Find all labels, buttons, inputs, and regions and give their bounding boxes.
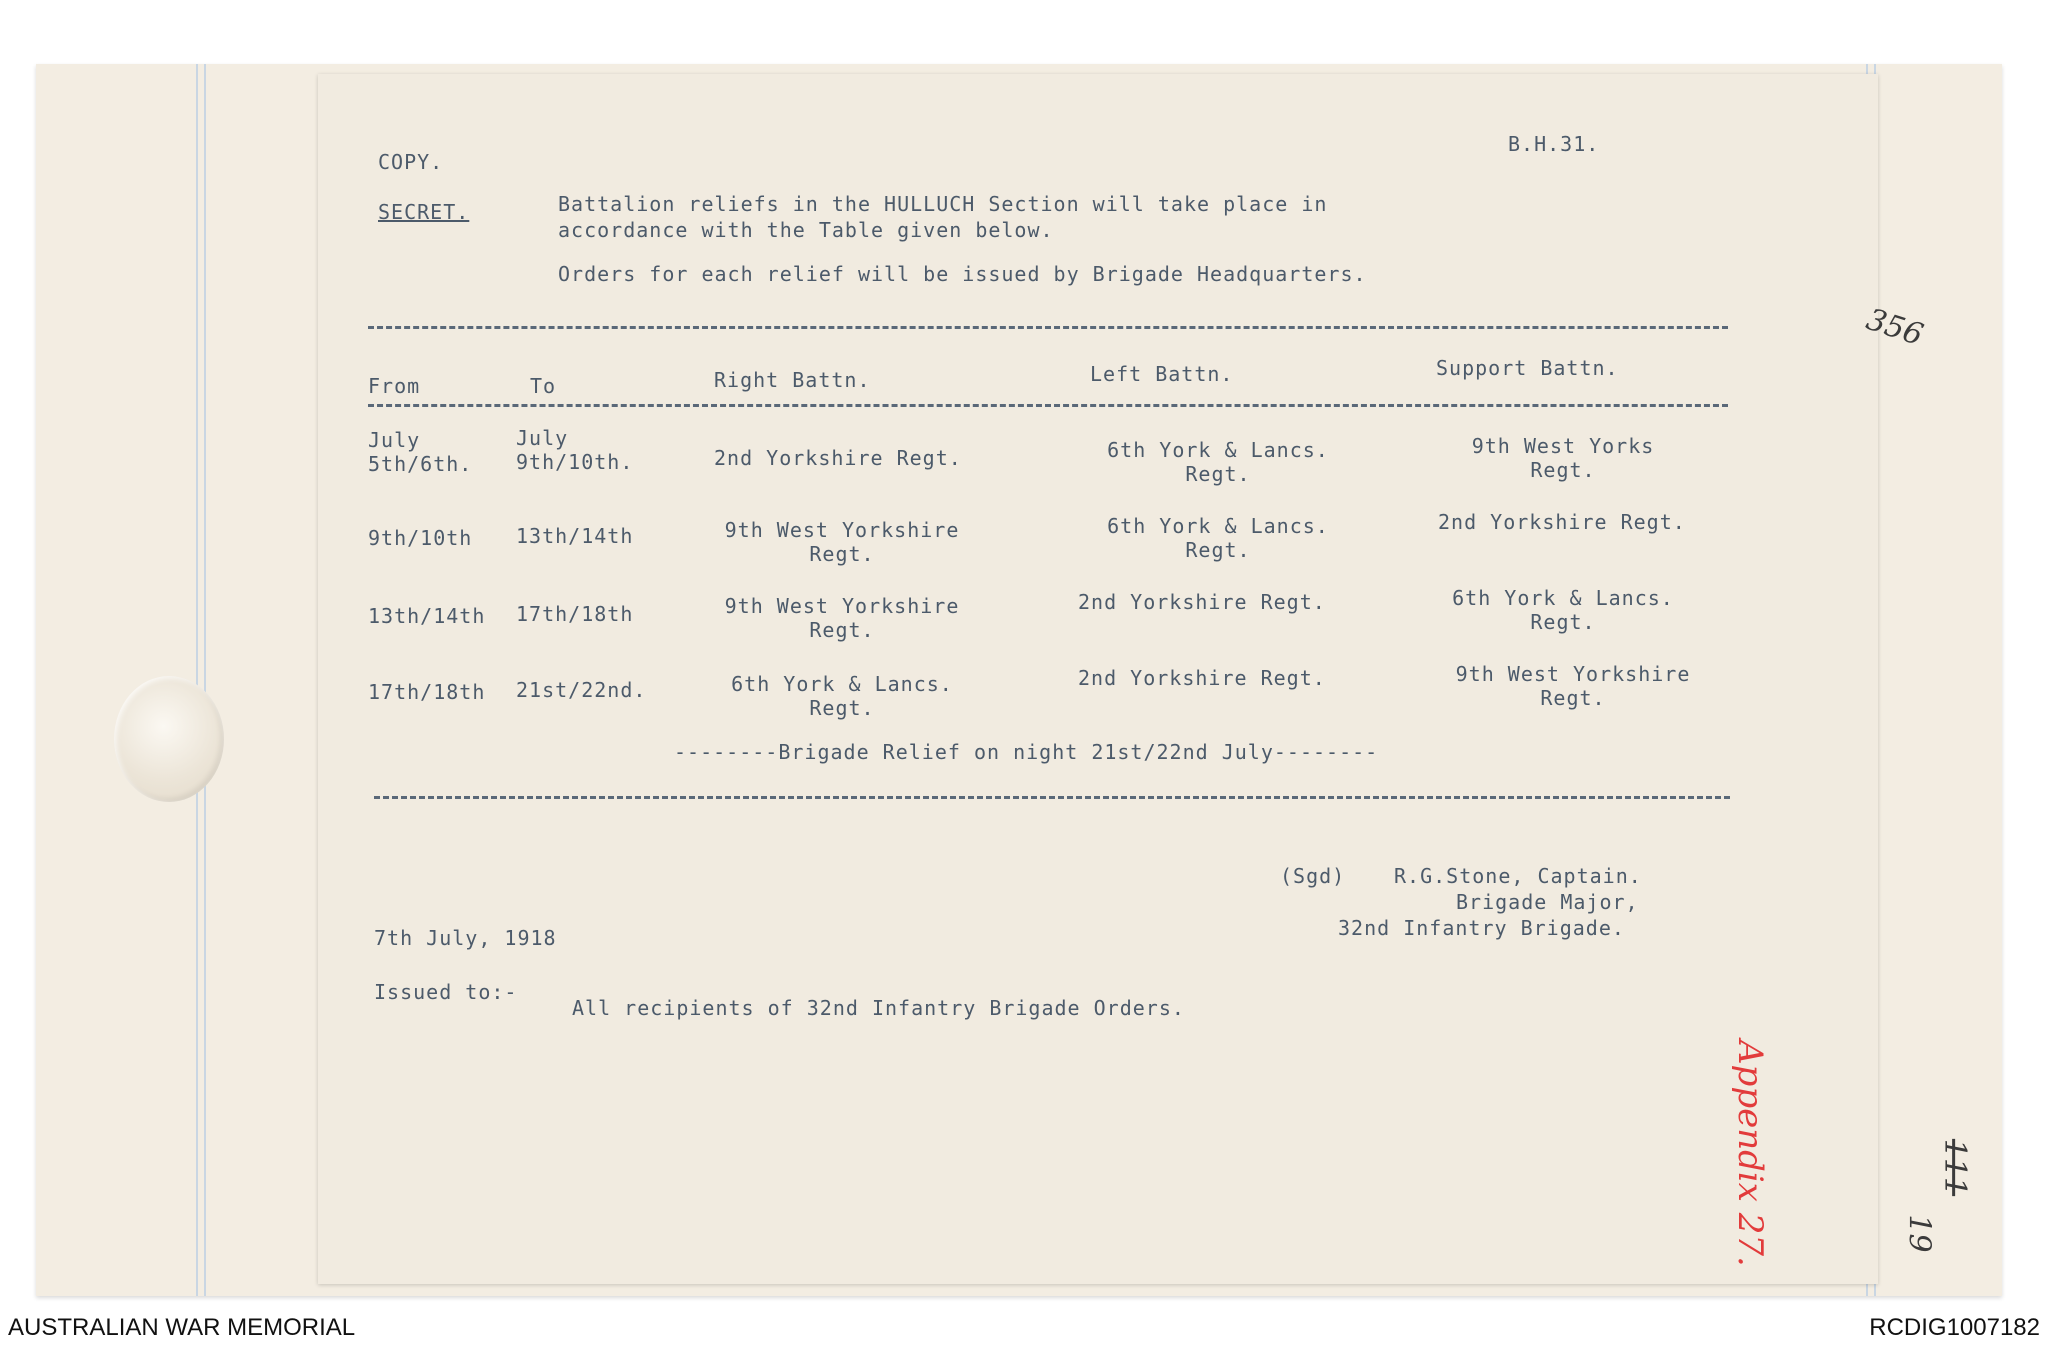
cell-support: 9th West Yorks Regt. xyxy=(1471,434,1655,482)
folio-number: 356 xyxy=(1861,302,1928,353)
cell-right: 2nd Yorkshire Regt. xyxy=(714,446,962,470)
cell-right: 6th York & Lancs. Regt. xyxy=(731,672,953,720)
cell-left: 6th York & Lancs. Regt. xyxy=(1107,438,1329,486)
col-header-to: To xyxy=(530,374,557,398)
issued-recipients: All recipients of 32nd Infantry Brigade Orders. xyxy=(572,996,1185,1020)
cell-left: 2nd Yorkshire Regt. xyxy=(1078,590,1326,614)
footer-id: RCDIG1007182 xyxy=(1869,1314,2040,1341)
cell-to: 13th/14th xyxy=(516,524,634,548)
reference-number: B.H.31. xyxy=(1508,132,1600,156)
cell-to: July 9th/10th. xyxy=(516,426,634,474)
signatory-name: R.G.Stone, Captain. xyxy=(1394,864,1642,888)
secret-label: SECRET. xyxy=(378,200,470,224)
signatory-unit: 32nd Infantry Brigade. xyxy=(1338,916,1625,940)
intro-line-1: Battalion reliefs in the HULLUCH Section will take place in xyxy=(558,192,1328,216)
cell-from: 9th/10th xyxy=(368,526,473,550)
cell-from: 17th/18th xyxy=(368,680,486,704)
cell-from: 13th/14th xyxy=(368,604,486,628)
cell-from: July 5th/6th. xyxy=(368,428,473,476)
orders-line: Orders for each relief will be issued by Brigade Headquarters. xyxy=(558,262,1367,286)
cell-support: 2nd Yorkshire Regt. xyxy=(1438,510,1686,534)
folio-number-bottom: 19 xyxy=(1901,1214,1937,1253)
cell-right: 9th West Yorkshire Regt. xyxy=(724,518,960,566)
cell-to: 21st/22nd. xyxy=(516,678,647,702)
struck-folio-number: 111 xyxy=(1937,1138,1973,1197)
cell-support: 9th West Yorkshire Regt. xyxy=(1455,662,1691,710)
document-date: 7th July, 1918 xyxy=(374,926,557,950)
cell-left: 6th York & Lancs. Regt. xyxy=(1107,514,1329,562)
col-header-from: From xyxy=(368,374,421,398)
footer-credit: AUSTRALIAN WAR MEMORIAL xyxy=(8,1314,356,1341)
typed-document xyxy=(318,74,1878,1284)
intro-line-2: accordance with the Table given below. xyxy=(558,218,1054,242)
copy-label: COPY. xyxy=(378,150,444,174)
col-header-right: Right Battn. xyxy=(714,368,871,392)
divider-line xyxy=(374,796,1730,799)
margin-rule xyxy=(196,64,198,1296)
appendix-note: Appendix 27. xyxy=(1730,1040,1770,1267)
cell-support: 6th York & Lancs. Regt. xyxy=(1452,586,1674,634)
cell-left: 2nd Yorkshire Regt. xyxy=(1078,666,1326,690)
margin-rule xyxy=(204,64,206,1296)
cell-to: 17th/18th xyxy=(516,602,634,626)
col-header-support: Support Battn. xyxy=(1436,356,1619,380)
embossed-seal xyxy=(114,676,224,802)
signatory-title: Brigade Major, xyxy=(1456,890,1639,914)
divider-line xyxy=(368,326,1728,329)
issued-label: Issued to:- xyxy=(374,980,518,1004)
signed-marker: (Sgd) xyxy=(1280,864,1346,888)
col-header-left: Left Battn. xyxy=(1090,362,1234,386)
brigade-relief-note: --------Brigade Relief on night 21st/22nd July-------- xyxy=(674,740,1379,764)
header-divider xyxy=(368,404,1728,407)
cell-right: 9th West Yorkshire Regt. xyxy=(724,594,960,642)
